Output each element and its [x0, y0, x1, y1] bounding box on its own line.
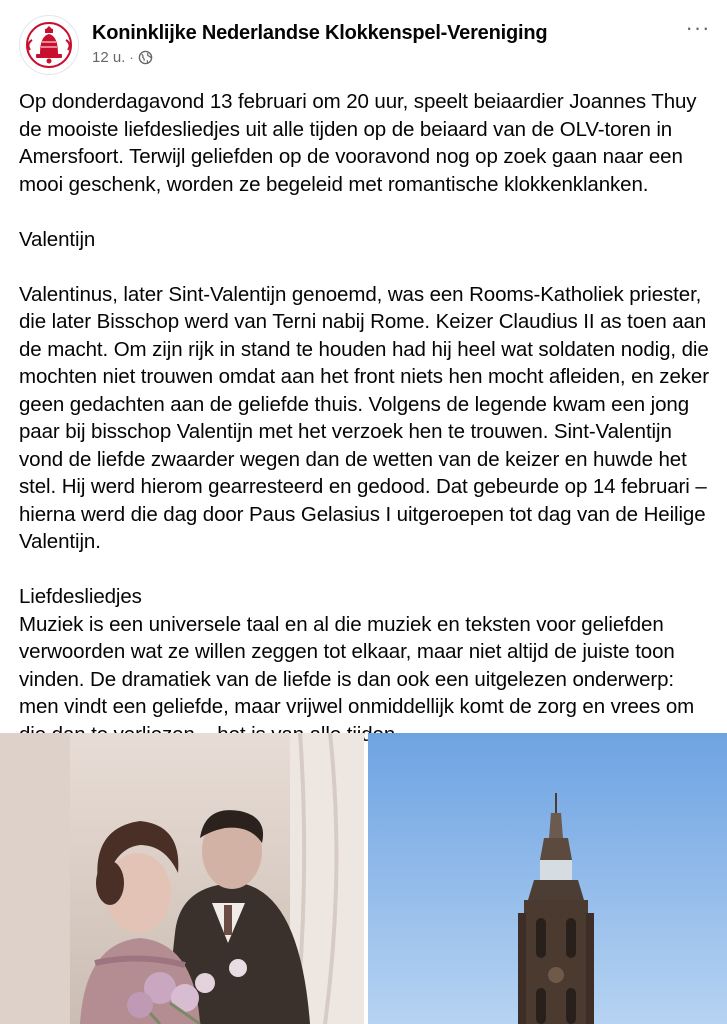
bell-logo-icon: [20, 16, 78, 74]
tower-image-icon: [368, 733, 727, 1024]
more-horizontal-icon: ···: [685, 15, 711, 40]
post-paragraph-valentinus: Valentinus, later Sint-Valentijn genoemd, was een Rooms-Katholiek priester, die later Bisschop werd van Terni nabij Rome. Keizer Claudius II as toen aan de macht. Om zijn rijk in stand te houden had hij heel wat soldaten nodig, die mochten niet trouwen omdat aan het front niets hen mocht afleiden, en zeker geen gedachten aan de geliefde thuis. Volgens de legende kwam een jong paar bij bisschop Valentijn met het verzoek hen te trouwen. Sint-Valentijn vond de liefde zwaarder wegen dan de wetten van de keizer en huwde het stel. Hij werd hierom gearresteerd en gedood. Dat gebeurde op 14 februari – hierna werd die dag door Paus Gelasius I uitgeroepen tot dag van de Heilige Valentijn.: [19, 282, 715, 553]
couple-image-icon: [0, 733, 364, 1024]
vintage-couple-photo[interactable]: [0, 733, 364, 1024]
post-paragraph-intro: Op donderdagavond 13 februari om 20 uur, speelt beiaardier Joannes Thuy de mooiste liefdesliedjes uit alle tijden op de beiaard van de OLV-toren in Amersfoort. Terwijl geliefden op de vooravond nog op zoek gaan naar een mooi geschenk, worden ze begeleid met romantische klokkenklanken.: [19, 90, 703, 196]
photo-grid: [0, 733, 727, 1024]
page-avatar[interactable]: [19, 15, 79, 75]
more-options-button[interactable]: [680, 14, 716, 42]
post-timestamp[interactable]: 12 u.: [92, 49, 126, 66]
globe-icon[interactable]: [138, 50, 153, 65]
church-tower-photo[interactable]: [368, 733, 727, 1024]
meta-separator: ·: [129, 50, 134, 65]
post-paragraph-liefdesliedjes: Liefdesliedjes Muziek is een universele taal en al die muziek en teksten voor geliefden verwoorden wat ze willen zeggen tot elkaar, maar niet altijd de juiste toon vinden. De dramatiek van de liefde is dan ook een uitgelezen onderwerp: men vindt een geliefde, maar vrijwel onmiddellijk komt de zorg en vrees om: [19, 585, 695, 718]
post-heading-valentijn: Valentijn: [19, 227, 96, 251]
page-name-link[interactable]: Koninklijke Nederlandse Klokkenspel-Vereniging: [92, 22, 548, 44]
post-meta: [92, 49, 153, 66]
post-body: [19, 88, 719, 748]
post-header: [0, 0, 727, 80]
